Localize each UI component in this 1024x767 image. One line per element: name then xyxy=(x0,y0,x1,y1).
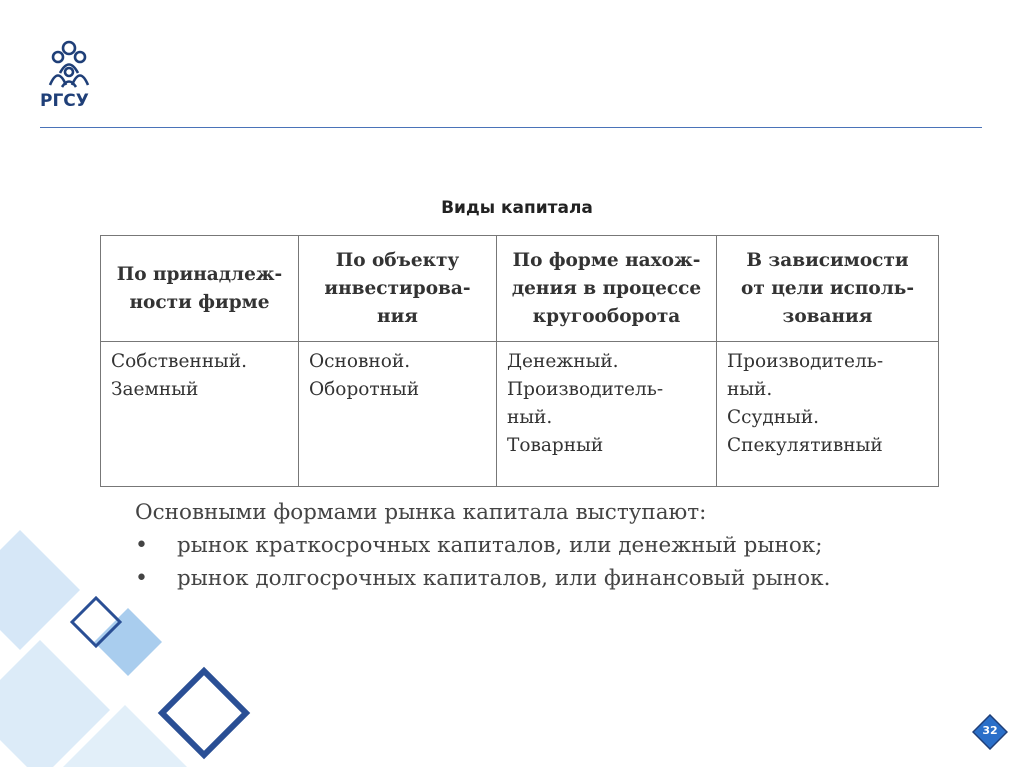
cell-ownership: Собственный. Заемный xyxy=(101,342,299,487)
deco-diamond xyxy=(0,530,80,650)
bullet-icon: • xyxy=(135,533,148,558)
rgsu-logo xyxy=(40,40,100,111)
list-item-text: рынок краткосрочных капиталов, или денежный рынок; xyxy=(177,533,823,558)
header-usage-purpose: В зависимости от цели исполь- зования xyxy=(717,236,939,342)
decorative-diamonds xyxy=(0,520,260,767)
logo-text: РГСУ xyxy=(40,91,89,111)
table-row xyxy=(101,342,939,487)
table-caption: Виды капитала xyxy=(441,198,593,218)
intro-text: Основными формами рынка капитала выступают: xyxy=(135,500,707,525)
table-header-row xyxy=(101,236,939,342)
deco-diamond xyxy=(162,671,246,755)
deco-diamond xyxy=(94,608,162,676)
page-number: 32 xyxy=(982,724,998,737)
page-number-badge xyxy=(972,714,1008,750)
header-ownership: По принадлеж- ности фирме xyxy=(101,236,299,342)
cell-circulation-form: Денежный. Производитель- ный. Товарный xyxy=(497,342,717,487)
list-item-text: рынок долгосрочных капиталов, или финансовый рынок. xyxy=(177,566,831,591)
people-icon xyxy=(46,40,92,90)
capital-types-table xyxy=(100,235,939,487)
cell-usage-purpose: Производитель- ный. Ссудный. Спекулятивный xyxy=(717,342,939,487)
header-investment-object: По объекту инвестирова- ния xyxy=(299,236,497,342)
header-divider xyxy=(40,127,982,128)
header-circulation-form: По форме нахож- дения в процессе кругооборота xyxy=(497,236,717,342)
cell-investment-object: Основной. Оборотный xyxy=(299,342,497,487)
bullet-icon: • xyxy=(135,566,148,591)
